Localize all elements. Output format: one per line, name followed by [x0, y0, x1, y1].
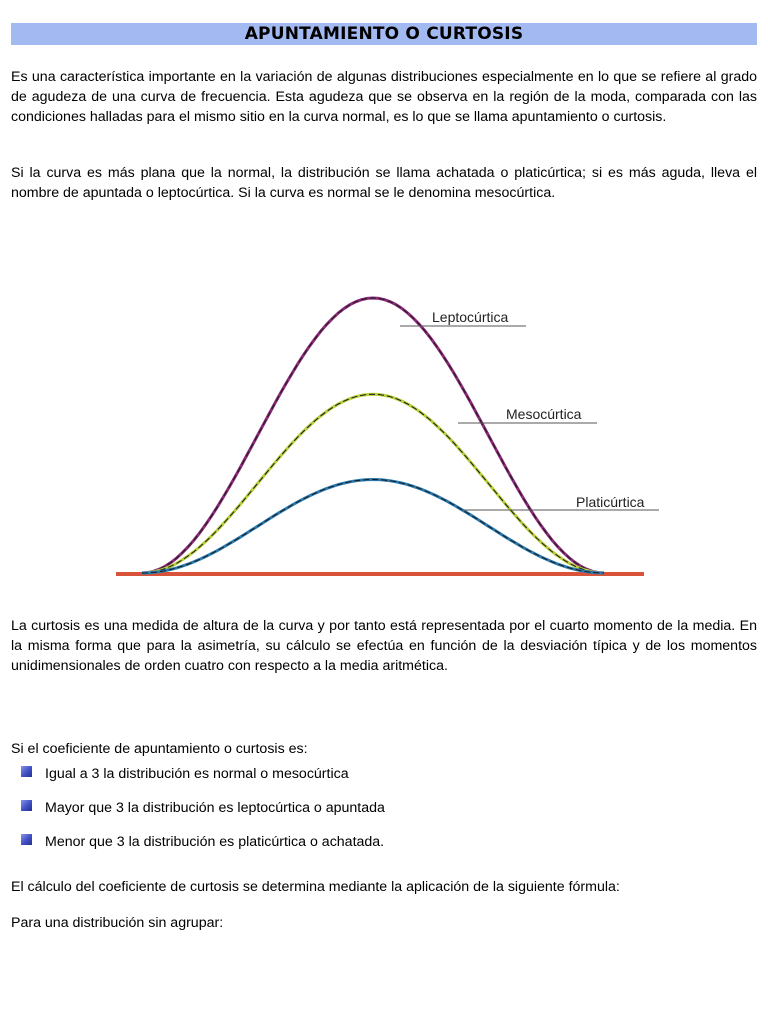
list-item-text: Menor que 3 la distribución es platicúrtica o achatada.: [45, 834, 385, 850]
body-paragraph-4: Para una distribución sin agrupar:: [11, 915, 224, 931]
body-paragraph-3: El cálculo del coeficiente de curtosis se determina mediante la aplicación de la siguiente fórmula:: [11, 879, 620, 895]
label-leptokurtic: Leptocúrtica: [432, 309, 509, 325]
label-mesokurtic: Mesocúrtica: [506, 406, 582, 422]
square-bullet-icon: [21, 834, 32, 845]
body-paragraph-2: Si el coeficiente de apuntamiento o curtosis es:: [11, 741, 308, 757]
curve-platykurtic: [142, 480, 604, 574]
list-item-text: Mayor que 3 la distribución es leptocúrtica o apuntada: [45, 800, 385, 816]
kurtosis-criteria-list: [18, 764, 385, 866]
list-item: [18, 832, 385, 866]
list-item: [18, 798, 385, 832]
list-item-text: Igual a 3 la distribución es normal o mesocúrtica: [45, 766, 349, 782]
square-bullet-icon: [21, 800, 32, 811]
page-title: APUNTAMIENTO O CURTOSIS: [11, 23, 757, 45]
curve-platykurtic-outline: [142, 480, 604, 574]
curve-leptokurtic-outline: [142, 298, 604, 573]
label-platykurtic: Platicúrtica: [576, 494, 645, 510]
kurtosis-figure: [100, 280, 670, 590]
square-bullet-icon: [21, 766, 32, 777]
intro-paragraph-2: Si la curva es más plana que la normal, la distribución se llama achatada o platicúrtica; si es más aguda, lleva el nombre de apuntada o leptocúrtica. Si la curva es normal se le denomina mesocúrtica.: [11, 165, 757, 201]
intro-paragraph-1: Es una característica importante en la variación de algunas distribuciones especialmente en lo que se refiere al grado de agudeza de una curva de frecuencia. Esta agudeza que se observa en la región de la moda, comparada con las condiciones halladas para el mismo sitio en la curva normal, es lo que se llama apuntamiento o curtosis.: [11, 69, 757, 125]
list-item: [18, 764, 385, 798]
curve-leptokurtic: [142, 298, 604, 573]
body-paragraph-1: La curtosis es una medida de altura de la curva y por tanto está representada por el cuarto momento de la media. En la misma forma que para la asimetría, su cálculo se efectúa en función de la desviación típica y de los momentos unidimensionales de orden cuatro con respecto a la media aritmética.: [11, 618, 757, 674]
